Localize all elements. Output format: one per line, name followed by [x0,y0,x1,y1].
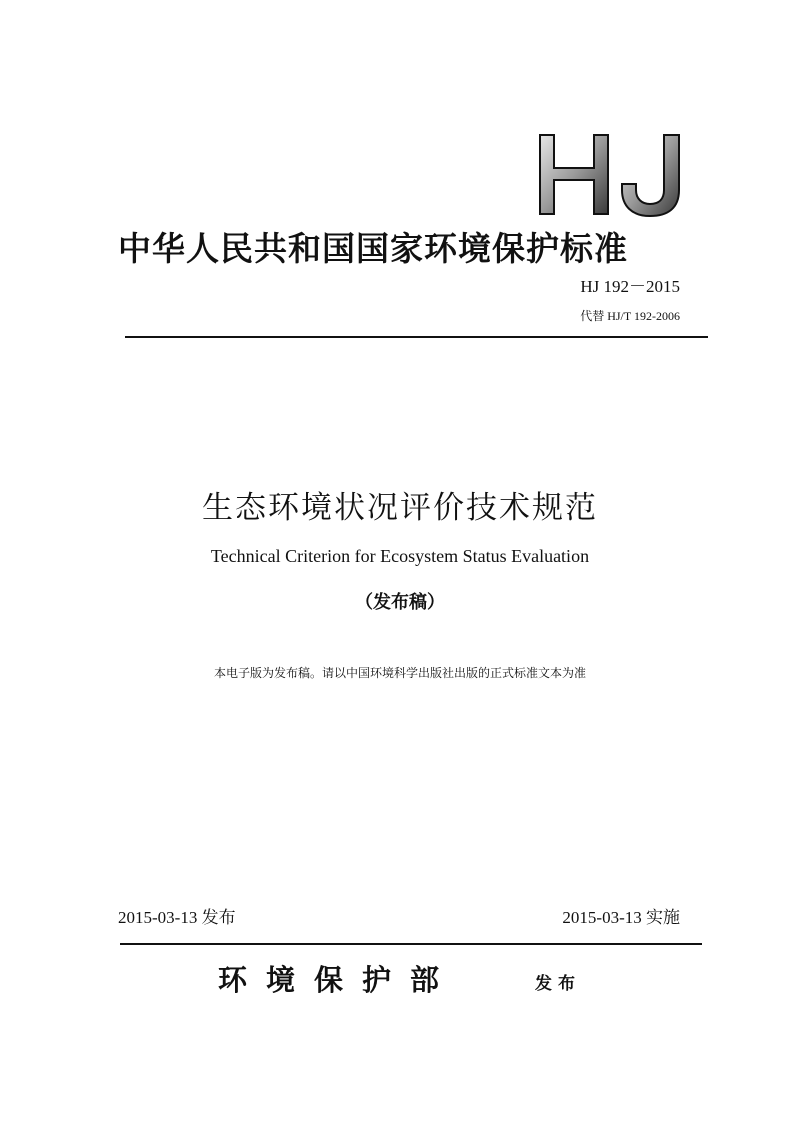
issuer-name: 环境保护部 [218,963,459,997]
issuer-suffix: 发布 [535,974,581,994]
draft-label: （发布稿） [355,592,445,613]
standard-number: HJ 192－2015 [580,277,680,296]
edition-notice: 本电子版为发布稿。请以中国环境科学出版社出版的正式标准文本为准 [213,666,586,680]
replaces-note: 代替 HJ/T 192-2006 [580,309,680,323]
header-divider [125,336,708,338]
implementation-date: 2015-03-13 实施 [562,908,680,927]
standard-title: 中华人民共和国国家环境保护标准 [118,229,628,268]
document-title-cn: 生态环境状况评价技术规范 [202,490,598,526]
issue-date: 2015-03-13 发布 [118,908,236,927]
hj-logo [536,132,690,218]
footer-divider [120,943,702,945]
document-title-en: Technical Criterion for Ecosystem Status Evaluation [210,546,590,566]
